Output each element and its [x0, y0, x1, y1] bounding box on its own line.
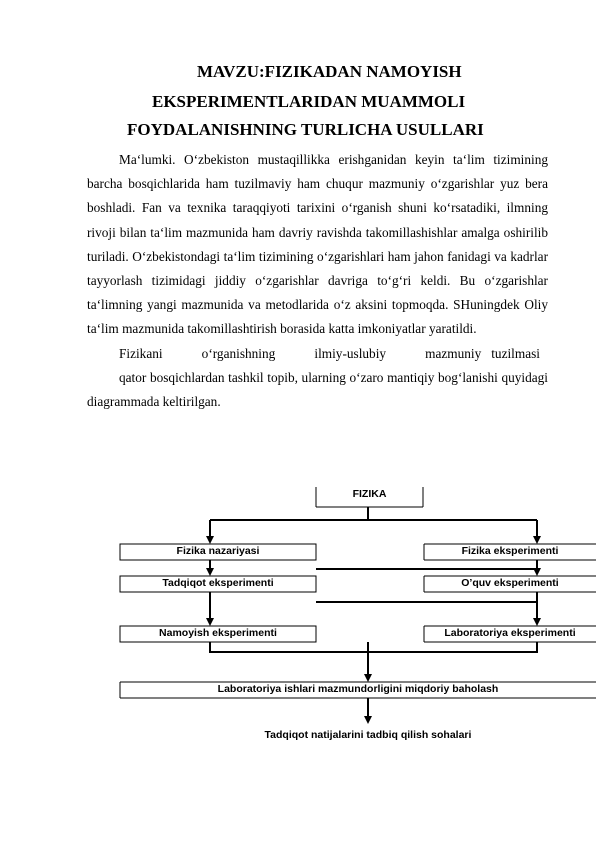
title-line-3: FOYDALANISHNING TURLICHA USULLARI — [127, 120, 484, 139]
node-fizika-eksperimenti: Fizika eksperimenti — [461, 545, 559, 557]
paragraph-qator: qator bosqichlardan tashkil topib, ularning o‘zaro mantiqiy bog‘lanishi quyidagi diagrammada keltirilgan. — [87, 369, 548, 410]
title-line-1: MAVZU:FIZIKADAN NAMOYISH — [197, 62, 462, 81]
node-tadqiqot-eksperimenti: Tadqiqot eksperimenti — [162, 577, 274, 589]
word-fizikani: Fizikani — [119, 345, 163, 361]
word-mazmuniy-tuzilmasi: mazmuniy tuzilmasi — [425, 345, 540, 361]
node-fizika: FIZIKA — [352, 488, 387, 500]
body-text — [87, 148, 548, 414]
node-namoyish-eksperimenti: Namoyish eksperimenti — [159, 627, 277, 639]
word-ilmiy-uslubiy: ilmiy-uslubiy — [314, 345, 387, 361]
node-baholash: Laboratoriya ishlari mazmundorligini miqdoriy baholash — [217, 683, 499, 695]
diagram-lines — [0, 470, 596, 770]
node-laboratoriya-eksperimenti: Laboratoriya eksperimenti — [444, 627, 576, 639]
word-organishning: o‘rganishning — [201, 345, 276, 361]
paragraph-fizikani-line — [119, 342, 540, 366]
title-line-2: EKSPERIMENTLARIDAN MUAMMOLI — [152, 92, 466, 111]
node-oquv-eksperimenti: O’quv eksperimenti — [461, 577, 559, 589]
node-tadbiq: Tadqiqot natijalarini tadbiq qilish sohalari — [264, 729, 472, 741]
paragraph-intro: Ma‘lumki. O‘zbekiston mustaqillikka erishganidan keyin ta‘lim tizimining barcha bosqichlarida ham tuzilmaviy ham chuqur mazmuniy o‘zgarishlar yuz bera boshladi. Fan va texnika taraqqiyoti tarixini o‘rganish shuni ko‘rsatadiki, ilmning rivoji bilan ta‘lim mazmunida ham davriy ravishda takomillashishlar amalga oshirilib turiladi. O‘zbekistondagi ta‘lim tizimining o‘zgarishlari ham jahon fanidagi va kadrlar tayyorlash tizimidagi jiddiy o‘zgarishlar davriga to‘g‘ri keldi. Bu o‘zgarishlar ta‘limning yangi mazmunida va metodlarida o‘z aksini topmoqda. SHuningdek Oliy ta‘lim mazmunida takomillashtirish borasida katta imkoniyatlar yaratildi. — [87, 152, 548, 337]
node-fizika-nazariyasi: Fizika nazariyasi — [176, 545, 260, 557]
diagram — [0, 470, 596, 770]
